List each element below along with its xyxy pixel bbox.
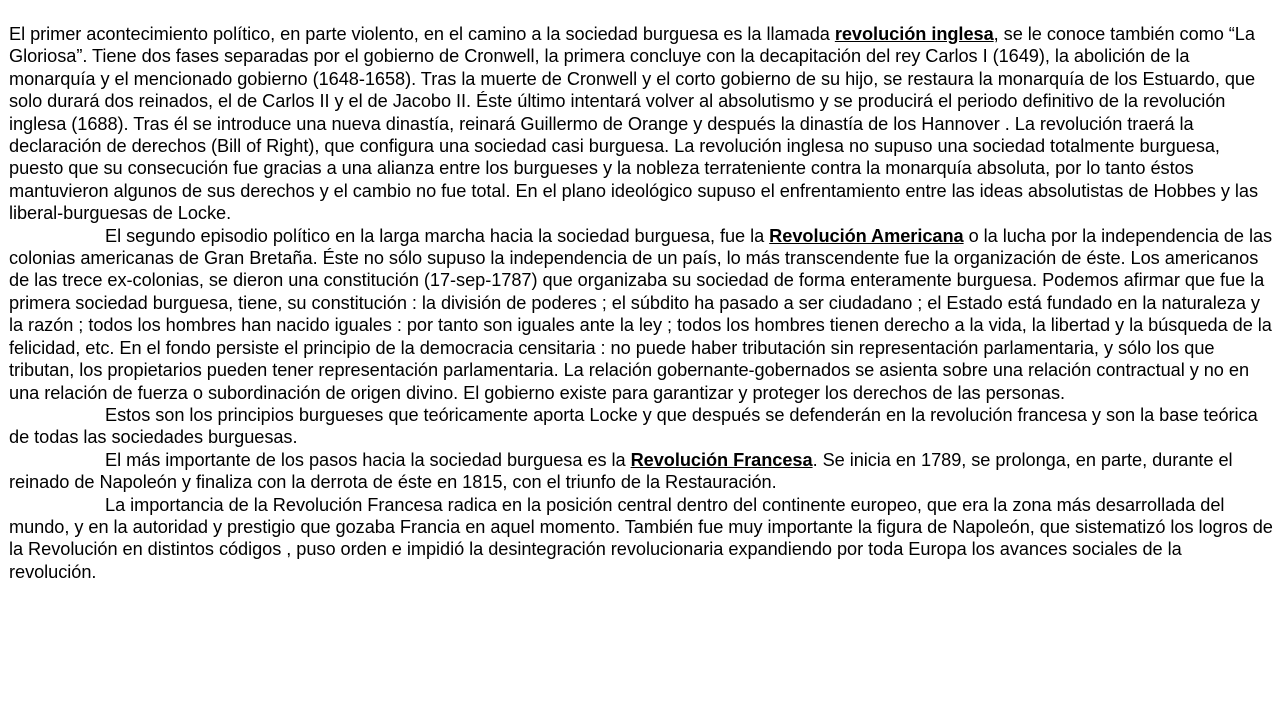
text-segment: Estos son los principios burgueses que teóricamente aporta Locke y que después se defenderán en la revolución francesa y son la base teórica de todas las sociedades burguesas. <box>9 404 1258 448</box>
key-term-revolucion-inglesa: revolución inglesa <box>834 24 994 44</box>
paragraph-revolucion-inglesa <box>9 23 1274 225</box>
document-body <box>9 23 1274 583</box>
text-segment: El primer acontecimiento político, en parte violento, en el camino a la sociedad burguesa es la llamada <box>9 24 835 44</box>
paragraph-importancia-francesa <box>9 494 1274 584</box>
text-segment: El más importante de los pasos hacia la sociedad burguesa es la <box>105 449 631 470</box>
paragraph-revolucion-francesa <box>9 449 1274 494</box>
text-segment: El segundo episodio político en la larga marcha hacia la sociedad burguesa, fue la <box>105 225 770 246</box>
text-segment: . Se inicia en 1789, se prolonga, en parte, durante el reinado de Napoleón y finaliza con la derrota de éste en 1815, con el triunfo de la Restauración. <box>9 449 1233 493</box>
key-term-revolucion-americana: Revolución Americana <box>769 225 964 246</box>
paragraph-revolucion-americana <box>9 225 1274 404</box>
text-segment: , se le conoce también como “La Gloriosa”. Tiene dos fases separadas por el gobierno de Cronwell, la primera concluye con la decapitación del rey Carlos I (1649), la abolición de la monarquía y el mencionado gobierno (1648-1658). Tras la muerte de Cronwell y el corto gobierno de su hijo, se restaura la monarquía de los Estuardo, que solo durará dos reinados, el de Carlos II y el de Jacobo II. Éste último intentará volver al absolutismo y se producirá el periodo definitivo de la revolución inglesa (1688). Tras él se introduce una nueva dinastía, reinará Guillermo de Orange y después la dinastía de los Hannover . La revolución traerá la declaración de derechos (Bill of Right), que configura una sociedad casi burguesa. La revolución inglesa no supuso una sociedad totalmente burguesa, puesto que su consecución fue gracias a una alianza entre los burgueses y la nobleza terrateniente contra la monarquía absoluta, por lo tanto éstos mantuvieron algunos de sus derechos y el cambio no fue total. En el plano ideológico supuso el enfrentamiento entre las ideas absolutistas de Hobbes y las liberal-burguesas de Locke. <box>9 24 1259 224</box>
text-segment: La importancia de la Revolución Francesa radica en la posición central dentro del continente europeo, que era la zona más desarrollada del mundo, y en la autoridad y prestigio que gozaba Francia en aquel momento. También fue muy importante la figura de Napoleón, que sistematizó los logros de la Revolución en distintos códigos , puso orden e impidió la desintegración revolucionaria expandiendo por toda Europa los avances sociales de la revolución. <box>9 494 1273 582</box>
key-term-revolucion-francesa: Revolución Francesa <box>630 449 813 470</box>
paragraph-principios-burgueses <box>9 404 1274 449</box>
text-segment: o la lucha por la independencia de las colonias americanas de Gran Bretaña. Éste no sólo supuso la independencia de un país, lo más transcendente fue la organización de éste. Los americanos de las trece ex-colonias, se dieron una constitución (17-sep-1787) que organizaba su sociedad de forma enteramente burguesa. Podemos afirmar que fue la primera sociedad burguesa, tiene, su constitución : la división de poderes ; el súbdito ha pasado a ser ciudadano ; el Estado está fundado en la naturaleza y la razón ; todos los hombres han nacido iguales : por tanto son iguales ante la ley ; todos los hombres tienen derecho a la vida, la libertad y la búsqueda de la felicidad, etc. En el fondo persiste el principio de la democracia censitaria : no puede haber tributación sin representación parlamentaria, y sólo los que tributan, los propietarios pueden tener representación parlamentaria. La relación gobernante-gobernados se asienta sobre una relación contractual y no en una relación de fuerza o subordinación de origen divino. El gobierno existe para garantizar y proteger los derechos de las personas. <box>9 225 1273 403</box>
